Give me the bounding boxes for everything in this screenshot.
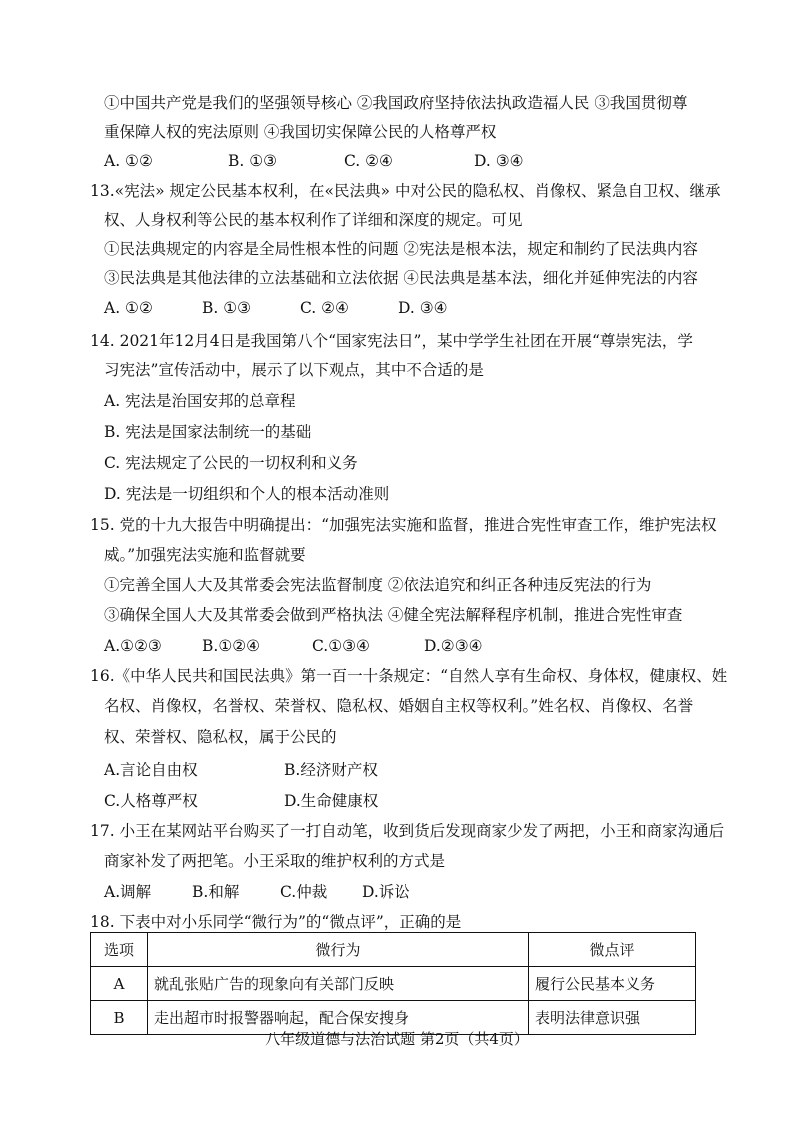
q12-statement-line-1: ①中国共产党是我们的坚强领导核心 ②我国政府坚持依法执政造福人民 ③我国贯彻尊 bbox=[104, 94, 688, 112]
q12-statement-line-2: 重保障人权的宪法原则 ④我国切实保障公民的人格尊严权 bbox=[104, 123, 497, 141]
table-cell: 就乱张贴广告的现象向有关部门反映 bbox=[148, 967, 529, 1001]
q17-stem-line-2: 商家补发了两把笔。小王采取的维护权利的方式是 bbox=[104, 852, 446, 870]
q15-option-c: C.①③④ bbox=[312, 637, 370, 655]
table-header-row bbox=[91, 933, 696, 967]
q17-option-d: D.诉讼 bbox=[362, 883, 410, 901]
q16-stem-line-1: 16.《中华人民共和国民法典》第一百一十条规定：“自然人享有生命权、身体权，健康权、姓 bbox=[90, 667, 728, 685]
q17-stem-line-1: 17. 小王在某网站平台购买了一打自动笔，收到货后发现商家少发了两把，小王和商家沟通后 bbox=[90, 822, 725, 840]
q12-option-b: B. ①③ bbox=[228, 152, 278, 170]
q14-option-c: C. 宪法规定了公民的一切权利和义务 bbox=[104, 454, 358, 472]
q18-stem: 18. 下表中对小乐同学“微行为”的“微点评”，正确的是 bbox=[90, 913, 462, 931]
q17-option-a: A.调解 bbox=[104, 883, 152, 901]
table-header-cell: 微行为 bbox=[148, 933, 529, 967]
q13-statement-line-1: ①民法典规定的内容是全局性根本性的问题 ②宪法是根本法，规定和制约了民法典内容 bbox=[104, 240, 698, 258]
table-cell: A bbox=[91, 967, 148, 1001]
table-cell: B bbox=[91, 1001, 148, 1035]
q14-stem-line-2: 习宪法”宣传活动中，展示了以下观点，其中不合适的是 bbox=[104, 361, 484, 379]
q15-stem-line-2: 威。”加强宪法实施和监督就要 bbox=[104, 546, 306, 564]
q16-stem-line-3: 权、荣誉权、隐私权，属于公民的 bbox=[104, 728, 337, 746]
q17-option-b: B.和解 bbox=[192, 883, 240, 901]
q13-option-a: A. ①② bbox=[104, 299, 153, 317]
table-row bbox=[91, 967, 696, 1001]
q13-option-d: D. ③④ bbox=[398, 299, 448, 317]
q13-option-c: C. ②④ bbox=[300, 299, 349, 317]
table-header-cell: 选项 bbox=[91, 933, 148, 967]
q13-stem-line-2: 权、人身权利等公民的基本权利作了详细和深度的规定。可见 bbox=[104, 211, 523, 229]
q12-option-a: A. ①② bbox=[104, 152, 153, 170]
q14-stem-line-1: 14. 2021年12月4日是我国第八个“国家宪法日”，某中学学生社团在开展“尊崇宪法，学 bbox=[90, 332, 693, 350]
q13-option-b: B. ①③ bbox=[202, 299, 252, 317]
table-cell: 表明法律意识强 bbox=[529, 1001, 696, 1035]
q16-option-b: B.经济财产权 bbox=[284, 761, 378, 779]
q15-statement-line-1: ①完善全国人大及其常委会宪法监督制度 ②依法追究和纠正各种违反宪法的行为 bbox=[104, 576, 652, 594]
q18-table bbox=[90, 932, 696, 1035]
q16-option-c: C.人格尊严权 bbox=[104, 792, 198, 810]
table-cell: 履行公民基本义务 bbox=[529, 967, 696, 1001]
page-footer: 八年级道德与法治试题 第2页（共4页） bbox=[265, 1030, 529, 1048]
q13-stem-line-1: 13.«宪法» 规定公民基本权利，在«民法典» 中对公民的隐私权、肖像权、紧急自卫权、继承 bbox=[90, 182, 721, 200]
q15-stem-line-1: 15. 党的十九大报告中明确提出：“加强宪法实施和监督，推进合宪性审查工作，维护宪法权 bbox=[90, 516, 717, 534]
q12-option-d: D. ③④ bbox=[474, 152, 524, 170]
q15-statement-line-2: ③确保全国人大及其常委会做到严格执法 ④健全宪法解释程序机制，推进合宪性审查 bbox=[104, 606, 683, 624]
q15-option-a: A.①②③ bbox=[104, 637, 162, 655]
q16-option-a: A.言论自由权 bbox=[104, 761, 198, 779]
q14-option-b: B. 宪法是国家法制统一的基础 bbox=[104, 423, 312, 441]
q15-option-d: D.②③④ bbox=[424, 637, 483, 655]
table-cell: 走出超市时报警器响起，配合保安搜身 bbox=[148, 1001, 529, 1035]
q16-option-d: D.生命健康权 bbox=[284, 792, 379, 810]
q17-option-c: C.仲裁 bbox=[280, 883, 328, 901]
q12-option-c: C. ②④ bbox=[344, 152, 393, 170]
q13-statement-line-2: ③民法典是其他法律的立法基础和立法依据 ④民法典是基本法，细化并延伸宪法的内容 bbox=[104, 269, 698, 287]
q15-option-b: B.①②④ bbox=[202, 637, 261, 655]
q14-option-a: A. 宪法是治国安邦的总章程 bbox=[104, 392, 296, 410]
q16-stem-line-2: 名权、肖像权，名誉权、荣誉权、隐私权、婚姻自主权等权利。”姓名权、肖像权、名誉 bbox=[104, 697, 694, 715]
table-header-cell: 微点评 bbox=[529, 933, 696, 967]
q14-option-d: D. 宪法是一切组织和个人的根本活动准则 bbox=[104, 485, 390, 503]
